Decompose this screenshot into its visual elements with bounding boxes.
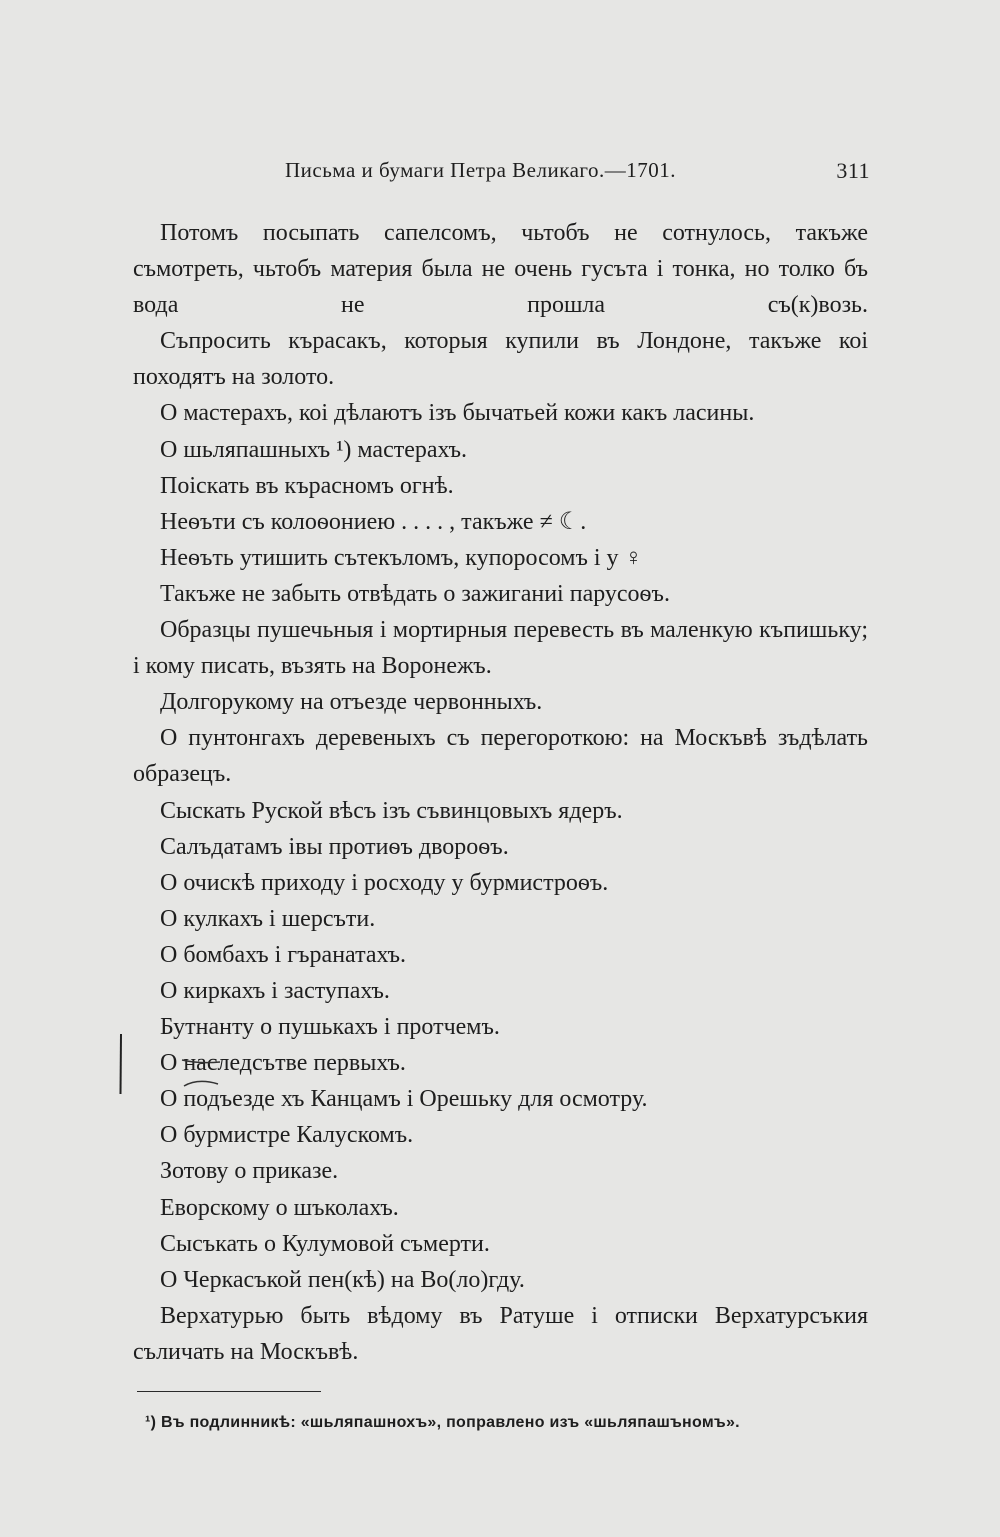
footnote: ¹) Въ подлинникѣ: «шьляпашнохъ», поправлено изъ «шьляпашъномъ».	[145, 1414, 740, 1431]
paragraph: Салъдатамъ івы протиѳъ двороѳъ.	[160, 833, 509, 860]
body-text	[133, 215, 868, 1370]
paragraph: О подъезде хъ Канцамъ і Орешьку для осмотру.	[160, 1086, 648, 1113]
pencil-underline-mark	[180, 1058, 222, 1088]
paragraph: Поіскать въ кърасномъ огнѣ.	[160, 472, 454, 499]
paragraph: О кулкахъ і шерсъти.	[160, 905, 376, 932]
paragraph: Потомъ посыпать сапелсомъ, чьтобъ не сотнулось, такъже съмотреть, чьтобъ материя была не очень гусъта і тонка, но толко бъ вода не прошла съ(к)возь.	[133, 220, 868, 319]
paragraph: Такъже не забыть отвѣдать о зажиганиі парусоѳъ.	[160, 580, 670, 607]
paragraph: Неѳъть утишить сътекъломъ, купоросомъ і у ♀	[160, 544, 643, 571]
paragraph: Верхатурью быть вѣдому въ Ратуше і отписки Верхатурсъкия съличать на Москъвѣ.	[133, 1302, 868, 1365]
paragraph: Еворскому о шъколахъ.	[160, 1194, 399, 1221]
footnote-separator	[137, 1391, 321, 1392]
paragraph: О мастерахъ, коі дѣлаютъ ізъ бычатьей кожи какъ ласины.	[160, 400, 755, 427]
paragraph: О бомбахъ і гъранатахъ.	[160, 941, 407, 968]
paragraph: Съпросить кърасакъ, которыя купили въ Лондоне, такъже коі походятъ на золото.	[133, 328, 868, 391]
paragraph: Долгорукому на отъезде червонныхъ.	[160, 689, 543, 716]
running-title: Письма и бумаги Петра Великаго.—1701.	[285, 158, 677, 182]
page-number: 311	[836, 158, 870, 183]
paragraph: Зотову о приказе.	[160, 1158, 339, 1185]
paragraph: Неѳъти съ колоѳониею . . . . , такъже ≠ ☾.	[160, 508, 587, 535]
paragraph: О Черкасъкой пен(кѣ) на Во(ло)гду.	[160, 1266, 525, 1293]
paragraph: Сысъкать о Кулумовой съмерти.	[160, 1230, 490, 1257]
paragraph: О очискѣ приходу і росходу у бурмистроѳъ.	[160, 869, 609, 896]
paragraph: Бутнанту о пушькахъ і протчемъ.	[160, 1014, 500, 1041]
paragraph: Сыскать Руской вѣсъ ізъ съвинцовыхъ ядеръ.	[160, 797, 623, 824]
paragraph: О бурмистре Калускомъ.	[160, 1122, 414, 1149]
paragraph: О шьляпашныхъ ¹) мастерахъ.	[160, 436, 468, 463]
margin-pencil-mark	[118, 1034, 124, 1094]
paragraph: О пунтонгахъ деревеныхъ съ перегороткою: на Москъвѣ зъдѣлать образецъ.	[133, 725, 868, 788]
paragraph: О киркахъ і заступахъ.	[160, 977, 390, 1004]
paragraph: Образцы пушечьныя і мортирныя перевесть въ маленкую къпишьку; і кому писать, възять на Воронежъ.	[133, 617, 868, 680]
paragraph: О наследсътве первыхъ.	[160, 1050, 406, 1077]
